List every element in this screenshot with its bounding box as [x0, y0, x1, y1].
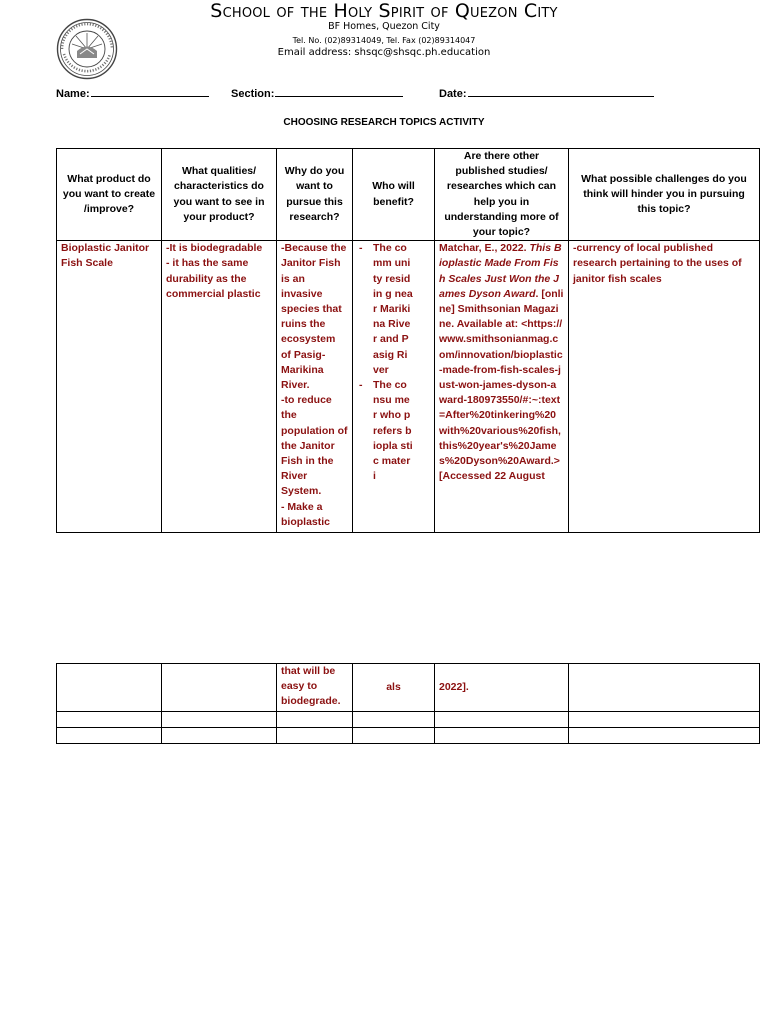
cell-benefit[interactable] — [353, 728, 435, 744]
school-name-part: S — [378, 0, 391, 22]
school-name-part: Q — [454, 0, 471, 22]
cell-qualities[interactable]: -It is biodegradable - it has the same durability as the commercial plastic — [162, 241, 277, 533]
school-seal-logo — [56, 18, 118, 80]
cell-why[interactable] — [277, 728, 353, 744]
cell-qualities[interactable] — [162, 712, 277, 728]
section-field[interactable] — [231, 86, 403, 100]
section-label: Section: — [231, 88, 275, 100]
cell-why[interactable] — [277, 712, 353, 728]
school-name-part: oly — [348, 0, 379, 22]
name-field[interactable] — [56, 86, 209, 100]
cell-why[interactable]: -Because the Janitor Fish is an invasive species that ruins the ecosystem of Pasig-Marikina River. -to reduce the population of the Janitor Fish in the River System. - Make a bioplastic — [277, 241, 353, 533]
cell-studies[interactable] — [435, 241, 569, 533]
cell-product[interactable]: Bioplastic Janitor Fish Scale — [57, 241, 162, 533]
cell-qualities[interactable] — [162, 664, 277, 712]
benefit-item — [357, 378, 430, 484]
table-row — [57, 712, 760, 728]
header-why: Why do you want to pursue this research? — [277, 149, 353, 241]
cell-challenges[interactable] — [569, 664, 760, 712]
cell-studies[interactable]: 2022]. — [435, 664, 569, 712]
date-field[interactable] — [439, 86, 654, 100]
cell-challenges[interactable] — [569, 712, 760, 728]
school-telephone: Tel. No. (02)89314049, Tel. Fax (02)89314047 — [292, 36, 476, 45]
cell-qualities[interactable] — [162, 728, 277, 744]
school-name-part: C — [523, 0, 538, 22]
school-name-part: H — [333, 0, 348, 22]
student-info-row — [56, 86, 756, 100]
research-topics-table — [56, 148, 760, 533]
table-row — [57, 241, 760, 533]
table-row — [57, 664, 760, 712]
school-name-part: chool — [222, 0, 277, 22]
school-name-part: pirit — [390, 0, 431, 22]
school-name-part: S — [210, 0, 223, 22]
school-name-part: of the — [276, 0, 334, 22]
cell-benefit[interactable]: als — [353, 664, 435, 712]
research-topics-table-continued — [56, 663, 760, 744]
date-label: Date: — [439, 88, 467, 100]
benefit-list — [357, 241, 430, 484]
header-benefit: Who will benefit? — [353, 149, 435, 241]
header-qualities: What qualities/ characteristics do you want to see in your product? — [162, 149, 277, 241]
cell-product[interactable] — [57, 664, 162, 712]
school-name-part: ity — [537, 0, 558, 22]
cell-benefit[interactable] — [353, 712, 435, 728]
benefit-item — [357, 241, 430, 378]
cell-studies[interactable] — [435, 728, 569, 744]
studies-title: This Bioplastic Made From Fish Scales Just Won the James Dyson Award — [439, 242, 562, 300]
cell-product[interactable] — [57, 712, 162, 728]
cell-challenges[interactable] — [569, 728, 760, 744]
table-header-row — [57, 149, 760, 241]
name-label: Name: — [56, 88, 90, 100]
cell-product[interactable] — [57, 728, 162, 744]
header-product: What product do you want to create /improve? — [57, 149, 162, 241]
benefit-item-text: - The consu mer who prefers biopla stic materi — [373, 379, 413, 483]
header-studies: Are there other published studies/ researches which can help you in understanding more of your topic? — [435, 149, 569, 241]
school-email: Email address: shsqc@shsqc.ph.education — [277, 47, 491, 58]
cell-challenges[interactable]: -currency of local published research pertaining to the uses of janitor fish scales — [569, 241, 760, 533]
cell-why[interactable]: that will be easy to biodegrade. — [277, 664, 353, 712]
table-row — [57, 728, 760, 744]
school-name-part: of — [430, 0, 455, 22]
school-name-part: uezon — [470, 0, 524, 22]
date-blank[interactable] — [468, 86, 654, 97]
school-address: BF Homes, Quezon City — [328, 21, 440, 32]
header-challenges: What possible challenges do you think will hinder you in pursuing this topic? — [569, 149, 760, 241]
activity-title: CHOOSING RESEARCH TOPICS ACTIVITY — [283, 117, 485, 128]
section-blank[interactable] — [275, 86, 403, 97]
studies-author: Matchar, E., 2022. — [439, 242, 530, 255]
benefit-item-text: - The comm unity residin g near Mariki na River and Pasig River — [373, 242, 413, 376]
school-name — [130, 0, 638, 22]
cell-benefit[interactable] — [353, 241, 435, 533]
cell-studies[interactable] — [435, 712, 569, 728]
name-blank[interactable] — [91, 86, 209, 97]
studies-details: . [online] Smithsonian Magazine. Available at: <https://www.smithsonianmag.com/innovation/bioplastic-made-from-fish-scales-just-won-james-dyson-award-180973550/#:~:text=After%20tinkering%20with%20various%20fish,this%20year's%20James%20Dyson%20Award.> [Accessed 22 August — [439, 287, 564, 483]
